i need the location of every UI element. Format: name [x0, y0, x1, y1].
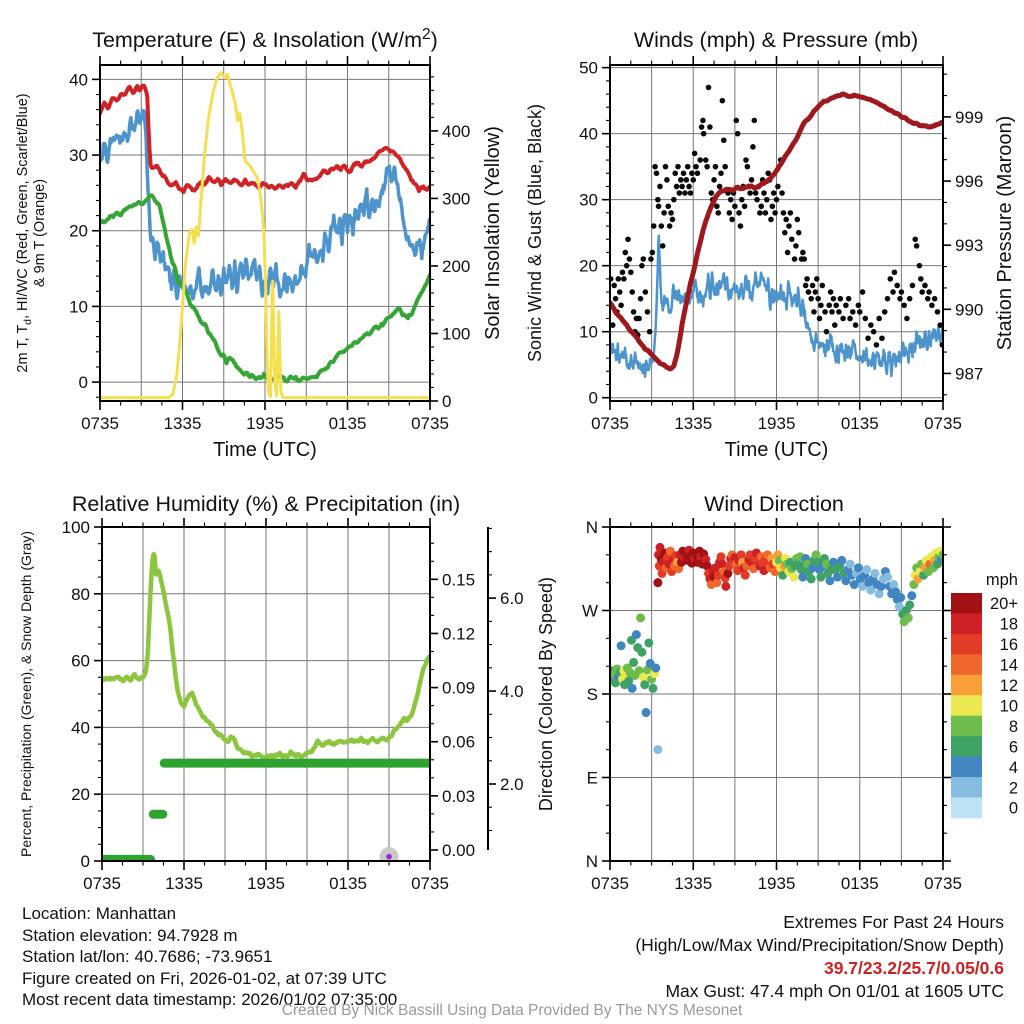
- svg-text:0.12: 0.12: [442, 624, 476, 644]
- svg-text:987: 987: [955, 364, 984, 384]
- svg-text:N: N: [585, 852, 598, 871]
- svg-text:6.0: 6.0: [500, 589, 524, 609]
- colorbar-tick-label: 6: [1008, 738, 1018, 757]
- chart-title: Relative Humidity (%) & Precipitation (in): [71, 492, 461, 516]
- svg-text:30: 30: [579, 190, 598, 210]
- colorbar-swatch: [951, 798, 982, 819]
- svg-text:100: 100: [442, 324, 471, 344]
- colorbar-tick-label: 10: [999, 697, 1018, 716]
- svg-text:N: N: [585, 518, 598, 537]
- right-axis-title: Station Pressure (Maroon): [994, 115, 1016, 351]
- colorbar-tick-label: 20+: [990, 595, 1018, 614]
- svg-text:40: 40: [71, 718, 90, 738]
- colorbar-tick-label: 2: [1008, 779, 1018, 798]
- svg-text:0135: 0135: [328, 414, 367, 433]
- extremes-subtitle: (High/Low/Max Wind/Precipitation/Snow Depth): [635, 935, 1004, 955]
- svg-text:0135: 0135: [840, 874, 879, 893]
- figure-created: Figure created on Fri, 2026-01-02, at 07:39 UTC: [22, 968, 387, 988]
- colorbar-tick-label: 8: [1008, 717, 1018, 736]
- svg-text:10: 10: [579, 322, 598, 342]
- colorbar-unit-label: mph: [985, 571, 1018, 589]
- svg-text:0735: 0735: [81, 414, 119, 433]
- svg-text:993: 993: [955, 236, 984, 256]
- svg-text:0135: 0135: [329, 874, 367, 893]
- data-timestamp: Most recent data timestamp: 2026/01/02 07:35:00: [22, 990, 398, 1009]
- left-axis-title: Percent, Precipitation (Green), & Snow Depth (Gray): [18, 530, 34, 858]
- svg-text:400: 400: [442, 121, 471, 141]
- station-latlon: Station lat/lon: 40.7686; -73.9651: [22, 947, 273, 966]
- colorbar-swatch: [951, 757, 982, 778]
- svg-text:300: 300: [442, 189, 471, 209]
- svg-text:0: 0: [80, 852, 90, 871]
- svg-text:0: 0: [442, 392, 452, 411]
- svg-text:0: 0: [78, 373, 88, 393]
- x-axis-title: Time (UTC): [213, 439, 317, 461]
- colorbar-tick-label: 14: [999, 656, 1018, 675]
- svg-text:0735: 0735: [924, 414, 962, 433]
- chart-humidity-precip: [18, 492, 524, 893]
- svg-text:1335: 1335: [165, 874, 203, 893]
- colorbar-swatch: [951, 695, 982, 716]
- gridlines: [610, 65, 943, 401]
- colorbar-swatch: [951, 593, 982, 614]
- x-axis-title: Time (UTC): [724, 439, 829, 461]
- svg-text:0: 0: [588, 388, 598, 408]
- svg-text:50: 50: [579, 58, 598, 78]
- svg-text:1935: 1935: [757, 414, 796, 433]
- svg-text:1335: 1335: [674, 414, 713, 433]
- svg-text:80: 80: [71, 584, 90, 604]
- chart-title: Temperature (F) & Insolation $(W/m^2)$: [92, 25, 438, 52]
- colorbar-swatch: [951, 777, 982, 798]
- colorbar-swatch: [951, 716, 982, 737]
- colorbar-tick-label: 4: [1008, 758, 1018, 777]
- svg-text:40: 40: [69, 70, 88, 90]
- svg-text:0.00: 0.00: [442, 840, 476, 860]
- svg-text:60: 60: [71, 651, 90, 671]
- svg-text:0135: 0135: [840, 414, 879, 433]
- svg-text:0735: 0735: [924, 874, 962, 893]
- svg-text:2.0: 2.0: [500, 775, 524, 795]
- svg-text:1335: 1335: [163, 414, 202, 433]
- extremes-values: 39.7/23.2/25.7/0.05/0.6: [823, 958, 1004, 978]
- extremes-info: [635, 911, 1004, 1003]
- left-axis-title: 2m T, $T_d$, HI/WC (Red, Green, Scarlet/Blue): [15, 93, 34, 373]
- series-layer: [607, 543, 948, 754]
- svg-text:10: 10: [69, 297, 88, 317]
- station-info: [22, 903, 397, 1011]
- svg-text:0735: 0735: [591, 414, 629, 433]
- colorbar-tick-label: 16: [999, 636, 1018, 655]
- svg-text:W: W: [581, 601, 598, 621]
- chart-wind-direction: [536, 492, 1018, 893]
- svg-text:S: S: [586, 685, 598, 704]
- max-gust: Max Gust: 47.4 mph On 01/01 at 1605 UTC: [665, 981, 1004, 1001]
- colorbar-swatch: [951, 675, 982, 696]
- svg-text:40: 40: [579, 124, 598, 144]
- svg-text:0735: 0735: [83, 874, 121, 893]
- svg-text:1935: 1935: [246, 414, 284, 433]
- svg-text:0.09: 0.09: [442, 678, 476, 698]
- svg-text:0735: 0735: [591, 874, 629, 893]
- chart-title: Winds (mph) & Pressure (mb): [633, 28, 919, 52]
- extremes-title: Extremes For Past 24 Hours: [783, 912, 1004, 932]
- svg-text:200: 200: [442, 256, 471, 276]
- chart-winds-pressure: [525, 28, 1016, 461]
- svg-text:0.06: 0.06: [442, 732, 476, 752]
- left-axis-title: Sonic Wind & Gust (Blue, Black): [525, 103, 545, 363]
- svg-text:1935: 1935: [757, 874, 796, 893]
- svg-text:E: E: [586, 768, 598, 788]
- station-location: Location: Manhattan: [22, 904, 177, 923]
- colorbar-tick-label: 18: [999, 615, 1018, 634]
- watermark-credit: Created By Nick Bassill Using Data Provided By The NYS Mesonet: [281, 1002, 743, 1019]
- svg-text:1935: 1935: [247, 874, 285, 893]
- left-axis-title: Direction (Colored By Speed): [536, 576, 556, 812]
- axis-labels: [579, 59, 983, 433]
- svg-text:20: 20: [579, 256, 598, 276]
- colorbar-tick-label: 12: [999, 677, 1018, 696]
- colorbar-swatch: [951, 613, 982, 634]
- svg-text:0.03: 0.03: [442, 786, 476, 806]
- svg-text:0735: 0735: [411, 874, 449, 893]
- svg-text:20: 20: [71, 785, 90, 805]
- station-elevation: Station elevation: 94.7928 m: [22, 925, 238, 945]
- svg-text:996: 996: [955, 172, 984, 192]
- colorbar-swatch: [951, 736, 982, 757]
- svg-text:4.0: 4.0: [500, 682, 524, 702]
- svg-text:20: 20: [69, 221, 88, 241]
- svg-text:999: 999: [955, 107, 984, 127]
- right-axis-title: Solar Insolation (Yellow): [482, 126, 504, 340]
- colorbar-swatch: [951, 654, 982, 675]
- wind-direction-dots: [607, 543, 948, 754]
- chart-title: Wind Direction: [704, 492, 844, 516]
- svg-text:990: 990: [955, 300, 984, 320]
- chart-temp-insolation: [15, 26, 504, 461]
- svg-text:1335: 1335: [674, 874, 713, 893]
- colorbar-tick-label: 0: [1008, 799, 1018, 818]
- speed-colorbar: [951, 571, 1018, 818]
- colorbar-swatch: [951, 634, 982, 655]
- left-axis-title: & 9m T (Orange): [32, 178, 48, 288]
- svg-text:0.15: 0.15: [442, 570, 476, 590]
- axis-labels: [62, 518, 524, 893]
- svg-text:0735: 0735: [411, 414, 449, 433]
- svg-text:100: 100: [61, 518, 90, 537]
- svg-text:30: 30: [69, 146, 88, 166]
